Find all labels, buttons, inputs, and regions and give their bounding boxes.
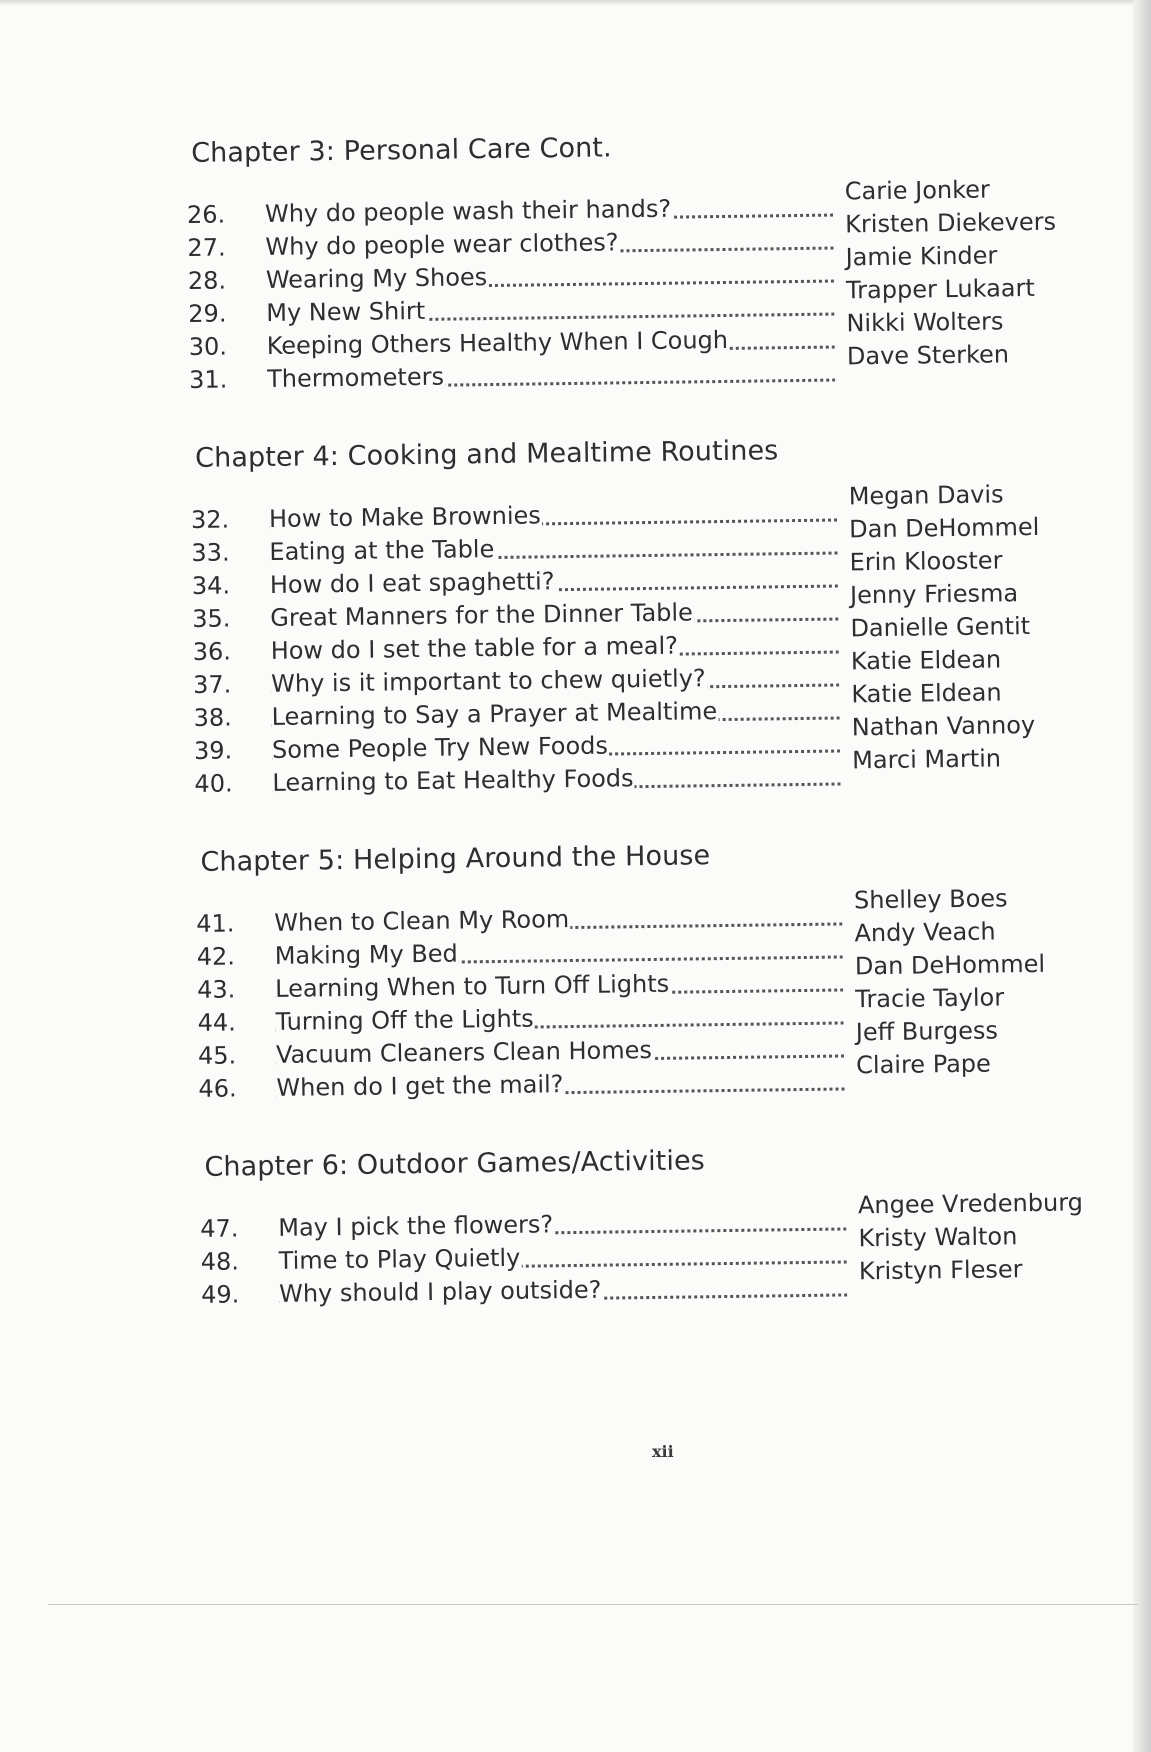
entry-number: 47. [200,1214,239,1243]
entry-author: Katie Eldean [850,645,1002,676]
entry-number: 32. [190,505,230,534]
entry-author: Carie Jonker [844,175,990,206]
entry-author: Kristyn Fleser [858,1255,1023,1286]
entry-title: Turning Off the Lights [275,1004,534,1036]
chapter-section [186,126,1129,397]
entry-author: Katie Eldean [851,678,1002,709]
chapter-title: Chapter 4: Cooking and Mealtime Routines [194,435,779,474]
page-bottom-rule [48,1604,1138,1605]
chapter-title: Chapter 5: Helping Around the House [200,840,711,878]
entry-number: 34. [191,571,231,600]
entry-author: Nathan Vannoy [851,710,1036,742]
chapter-title: Chapter 3: Personal Care Cont. [190,132,612,169]
page-number: xii [652,1442,674,1461]
entry-number: 31. [188,365,228,394]
entry-title: Learning to Eat Healthy Foods [272,764,634,797]
entry-number: 27. [187,233,226,262]
entry-number: 33. [191,538,230,567]
entry-author: Kristy Walton [858,1222,1018,1253]
entry-number: 49. [200,1280,240,1309]
entry-title: When to Clean My Room [274,905,570,937]
entry-number: 26. [186,200,226,229]
entry-title: When do I get the mail? [276,1070,564,1102]
entry-author: Jeff Burgess [855,1016,999,1047]
chapter-section [195,835,1138,1106]
entry-number: 46. [198,1074,237,1103]
chapter-section [199,1140,1141,1312]
entry-author: Dan DeHommel [848,512,1040,544]
entry-title: Eating at the Table [269,535,495,566]
entry-title: Some People Try New Foods [271,731,609,764]
entry-author: Claire Pape [856,1049,992,1080]
entry-title: Why is it important to chew quietly? [270,664,706,698]
entry-title: Why do people wash their hands? [264,194,672,228]
entry-title: How do I set the table for a meal? [270,631,679,665]
entry-number: 30. [188,332,228,361]
entry-title: Keeping Others Healthy When I Cough [266,325,729,360]
entry-author: Shelley Boes [853,884,1008,915]
entry-author: Megan Davis [848,480,1004,511]
entry-author: Dave Sterken [846,340,1010,371]
entry-number: 48. [200,1247,240,1276]
entry-title: Great Manners for the Dinner Table [270,598,694,632]
entry-number: 39. [193,736,233,765]
entry-number: 28. [187,266,227,295]
entry-author: Dan DeHommel [854,949,1046,981]
entry-title: Why should I play outside? [278,1275,602,1308]
entry-author: Kristen Diekevers [845,207,1057,239]
entry-title: Making My Bed [274,939,458,970]
entry-title: Learning to Say a Prayer at Mealtime [271,697,718,731]
entry-title: How to Make Brownies [268,501,541,533]
entry-author: Tracie Taylor [855,983,1005,1014]
entry-number: 42. [196,942,236,971]
entry-author: Erin Klooster [849,546,1003,577]
entry-title: May I pick the flowers? [278,1210,554,1242]
entry-number: 43. [196,975,236,1004]
entry-author: Andy Veach [854,917,996,948]
entry-author: Marci Martin [852,744,1002,775]
entry-number: 44. [197,1008,236,1037]
entry-author: Nikki Wolters [846,307,1004,338]
entry-title: Why do people wear clothes? [265,228,619,261]
entry-title: Thermometers [266,362,445,393]
entry-number: 35. [192,604,231,633]
scan-edge-top [0,0,1151,6]
entry-author: Danielle Gentit [850,611,1031,643]
table-of-contents [186,126,1142,1358]
entry-title: Wearing My Shoes [265,263,488,294]
entry-author: Jamie Kinder [845,241,998,272]
entry-number: 40. [194,769,233,798]
entry-number: 37. [192,670,232,699]
entry-title: Learning When to Turn Off Lights [274,969,670,1003]
entry-number: 45. [197,1041,237,1070]
chapter-section [190,431,1135,801]
entry-author: Angee Vredenburg [857,1188,1084,1220]
entry-title: My New Shirt [266,296,426,327]
entry-number: 41. [196,909,235,938]
entry-number: 29. [188,299,227,328]
entry-title: How do I eat spaghetti? [269,567,555,599]
entry-author: Trapper Lukaart [845,273,1035,305]
entry-title: Time to Play Quietly [278,1243,521,1275]
entry-author: Jenny Friesma [849,579,1019,610]
entry-number: 36. [192,637,232,666]
chapter-title: Chapter 6: Outdoor Games/Activities [204,1145,706,1183]
entry-title: Vacuum Cleaners Clean Homes [275,1035,653,1069]
entry-number: 38. [193,703,232,732]
